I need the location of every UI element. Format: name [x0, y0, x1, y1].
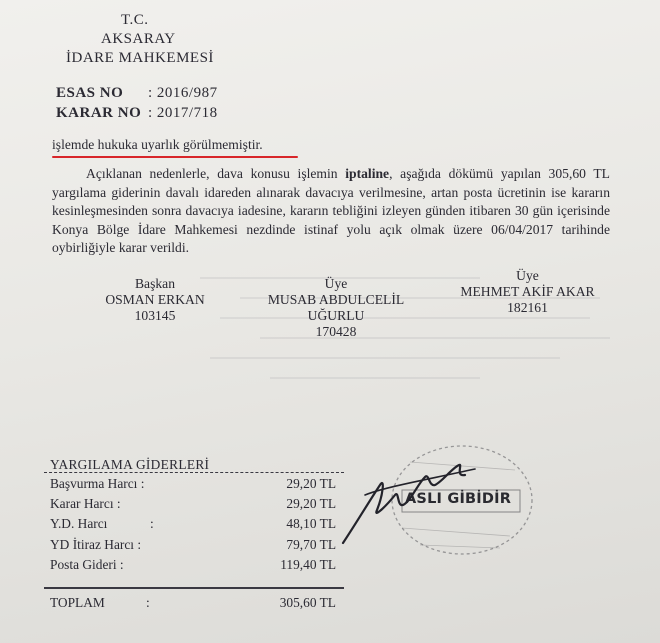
expense-label-3: Y.D. Harcı — [50, 516, 108, 531]
expense-label-4: YD İtiraz Harcı : — [50, 537, 142, 552]
expense-label-1: Başvurma Harcı : — [50, 476, 145, 491]
expenses-title: YARGILAMA GİDERLERİ — [50, 457, 210, 472]
decision-paragraph — [52, 165, 610, 258]
signatory-3-name: MEHMET AKİF AKAR — [460, 284, 595, 299]
signatory-3-role: Üye — [516, 268, 539, 283]
total-rule — [44, 587, 344, 589]
paragraph-text-end: , aşağıda dökümü yapılan 305,60 TL yargılama giderinin davalı idareden alınarak davacıya verilmesine, artan posta ücretinin ise kararın kesinleşmesinden sonra davacıya iadesine, kararın tebliğini izleyen günden itibaren 30 gün içerisinde Konya Bölge İdare Mahkemesi nezdinde istinaf yolu açık olmak üzere 06/04/2017 tarihinde oybirliğiyle karar verildi. — [52, 166, 610, 256]
signatory-2 — [246, 276, 426, 340]
esas-label: ESAS NO — [56, 85, 124, 101]
header-city: AKSARAY — [101, 31, 176, 47]
signatory-2-id: 170428 — [315, 324, 357, 339]
expense-amount-1: 29,20 TL — [286, 476, 336, 491]
signatory-2-name-line2: UĞURLU — [307, 308, 365, 323]
expense-amount-5: 119,40 TL — [280, 557, 336, 572]
signatory-2-name: MUSAB ABDULCELİL — [267, 292, 405, 307]
total-colon: : — [146, 595, 150, 610]
total-amount: 305,60 TL — [279, 595, 336, 610]
signatory-2-role: Üye — [324, 276, 348, 291]
expense-label-5: Posta Gideri : — [50, 557, 124, 572]
red-underline — [52, 156, 298, 158]
handwritten-signature — [325, 455, 495, 550]
esas-value: : 2016/987 — [148, 85, 218, 101]
signatory-1-id: 103145 — [134, 308, 176, 323]
karar-label: KARAR NO — [56, 105, 142, 121]
header-tc: T.C. — [121, 12, 149, 28]
signatory-1 — [75, 276, 235, 324]
signatory-3 — [435, 268, 620, 316]
total-label: TOPLAM — [50, 595, 105, 610]
expense-amount-3: 48,10 TL — [286, 516, 336, 531]
signatory-3-id: 182161 — [507, 300, 548, 315]
expenses-title-rule — [44, 472, 344, 473]
expense-colon-3: : — [150, 516, 154, 531]
expense-label-2: Karar Harcı : — [50, 496, 121, 511]
header-court: İDARE MAHKEMESİ — [66, 50, 214, 66]
signatory-1-name: OSMAN ERKAN — [105, 292, 205, 307]
expense-amount-2: 29,20 TL — [286, 496, 336, 511]
expense-amount-4: 79,70 TL — [286, 537, 336, 552]
paragraph-text-start: Açıklanan nedenlerle, dava konusu işlemin — [86, 166, 346, 181]
stamp-text: ASLI GİBİDİR — [405, 491, 512, 507]
paragraph-bold-word: iptaline — [345, 166, 390, 181]
highlight-sentence: işlemde hukuka uyarlık görülmemiştir. — [52, 137, 263, 152]
karar-value: : 2017/718 — [148, 105, 218, 121]
signatory-1-role: Başkan — [134, 276, 176, 291]
